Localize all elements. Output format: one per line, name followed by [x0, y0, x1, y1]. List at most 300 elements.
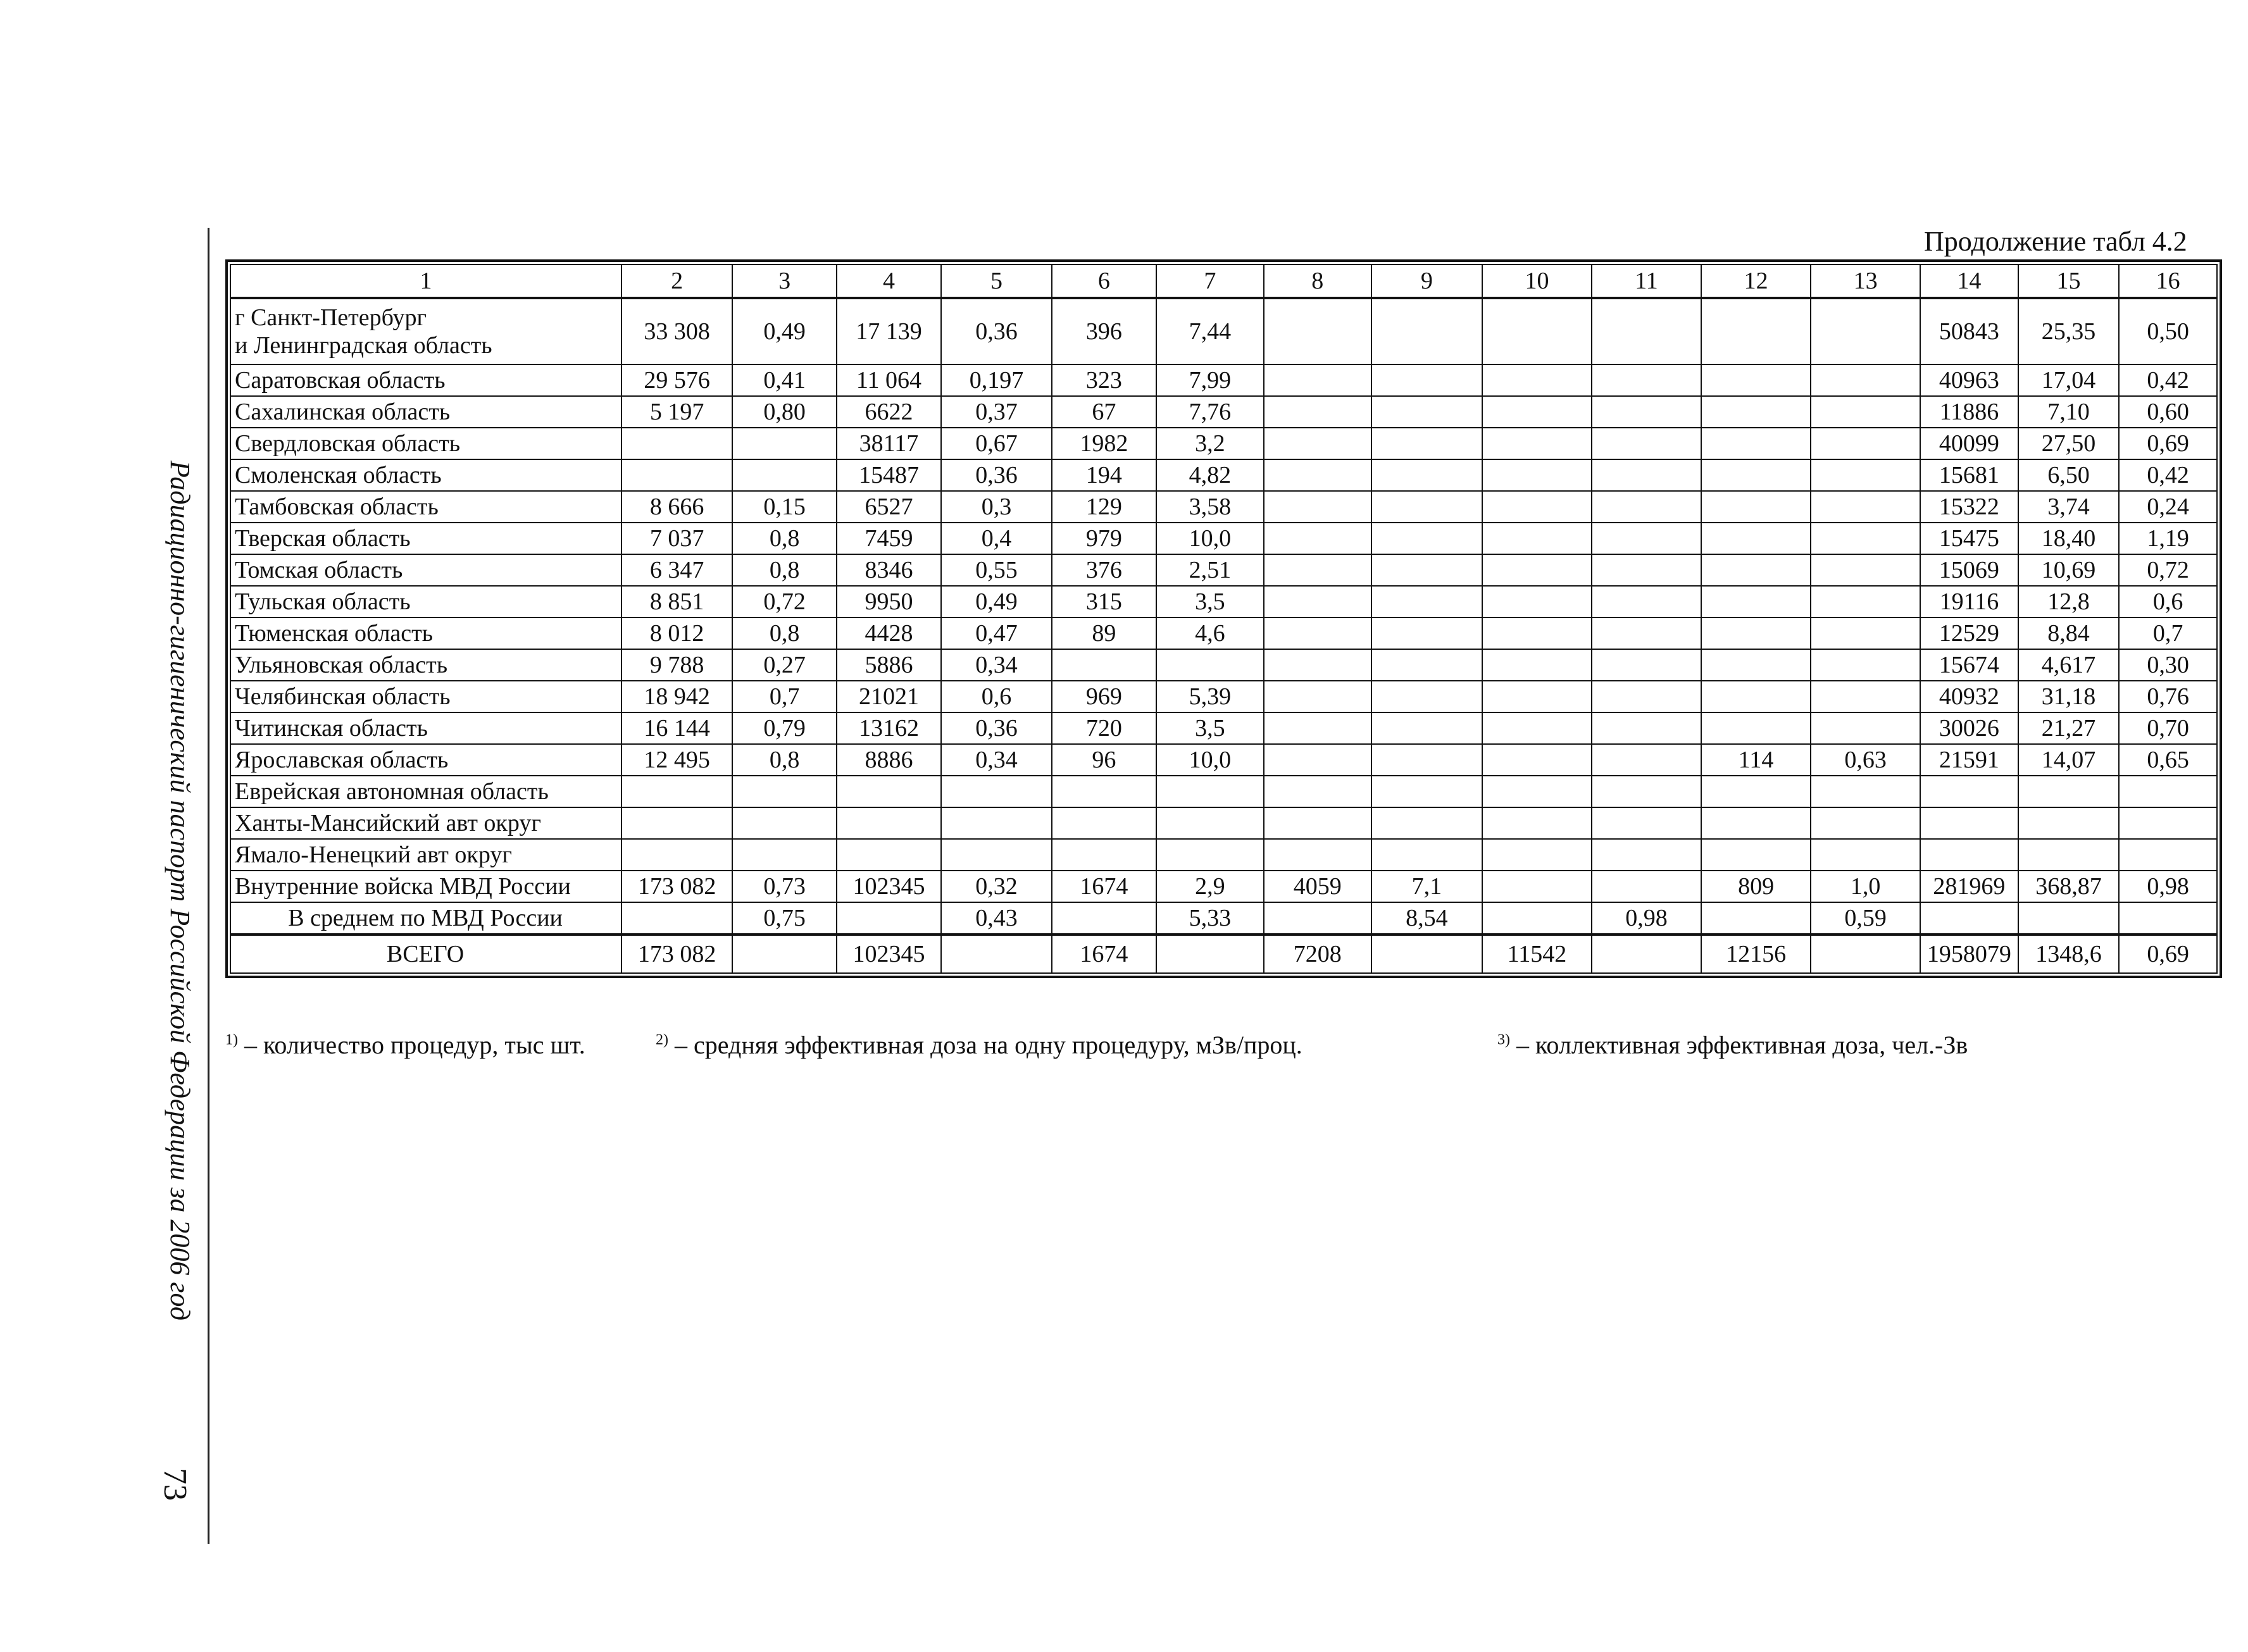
table-cell — [1920, 902, 2018, 935]
table-cell — [1371, 459, 1482, 491]
table-cell: 3,5 — [1156, 712, 1264, 744]
table-cell — [1811, 523, 1920, 554]
table-cell: 173 082 — [621, 871, 732, 902]
table-cell — [1052, 902, 1156, 935]
table-cell: 10,69 — [2018, 554, 2120, 586]
table-cell: 8,84 — [2018, 618, 2120, 649]
table-cell — [1811, 396, 1920, 428]
table-cell — [2119, 807, 2217, 839]
table-cell — [1701, 396, 1811, 428]
table-cell — [941, 807, 1052, 839]
table-cell: 17 139 — [837, 298, 941, 364]
table-cell — [1264, 744, 1371, 776]
table-cell: 0,34 — [941, 649, 1052, 681]
table-cell: 1348,6 — [2018, 935, 2120, 973]
table-cell — [2018, 839, 2120, 871]
region-name — [230, 491, 621, 523]
table-cell — [1811, 807, 1920, 839]
table-cell — [1811, 491, 1920, 523]
region-name-line: Тюменская область — [235, 620, 434, 647]
region-name-line: г Санкт-Петербург — [235, 304, 427, 331]
table-cell: 0,49 — [732, 298, 837, 364]
region-name-line: Тамбовская область — [235, 494, 439, 520]
table-cell: 0,55 — [941, 554, 1052, 586]
table-cell: 281969 — [1920, 871, 2018, 902]
table-cell — [1701, 776, 1811, 807]
table-cell: 10,0 — [1156, 523, 1264, 554]
table-cell — [1592, 428, 1701, 459]
table-row — [230, 554, 2217, 586]
table-cell — [621, 839, 732, 871]
table-cell — [1701, 364, 1811, 396]
region-name-line: и Ленинградская область — [235, 332, 492, 359]
footnote-text: – средняя эффективная доза на одну процедуру, мЗв/проц. — [668, 1031, 1302, 1059]
table-cell: 12,8 — [2018, 586, 2120, 618]
region-name-line: Ульяновская область — [235, 652, 448, 678]
table-cell: 21,27 — [2018, 712, 2120, 744]
table-cell — [1811, 935, 1920, 973]
table-cell: 1982 — [1052, 428, 1156, 459]
region-name — [230, 744, 621, 776]
table-cell — [1482, 618, 1592, 649]
margin-rule — [208, 228, 209, 1544]
table-cell: 7,44 — [1156, 298, 1264, 364]
table-cell: 8346 — [837, 554, 941, 586]
table-row — [230, 459, 2217, 491]
table-cell — [1482, 712, 1592, 744]
table-cell — [2119, 776, 2217, 807]
table-cell: 0,37 — [941, 396, 1052, 428]
table-cell — [941, 776, 1052, 807]
table-row — [230, 744, 2217, 776]
table-cell — [621, 459, 732, 491]
table-cell: 0,32 — [941, 871, 1052, 902]
region-name — [230, 681, 621, 712]
table-cell — [2018, 807, 2120, 839]
table-cell — [1701, 681, 1811, 712]
table-cell — [621, 428, 732, 459]
table-cell — [1592, 681, 1701, 712]
region-name — [230, 523, 621, 554]
footnote-mark: 2) — [656, 1031, 668, 1048]
table-cell — [732, 459, 837, 491]
table-cell: 40932 — [1920, 681, 2018, 712]
table-cell: 3,2 — [1156, 428, 1264, 459]
table-cell — [1920, 839, 2018, 871]
table-cell: 315 — [1052, 586, 1156, 618]
table-cell: 10,0 — [1156, 744, 1264, 776]
table-cell — [1811, 364, 1920, 396]
column-header: 9 — [1371, 264, 1482, 298]
region-name — [230, 586, 621, 618]
table-cell: 0,36 — [941, 712, 1052, 744]
table-cell: 16 144 — [621, 712, 732, 744]
table-cell — [1592, 459, 1701, 491]
table-cell — [1811, 554, 1920, 586]
table-cell: 5,39 — [1156, 681, 1264, 712]
table-cell — [1811, 586, 1920, 618]
table-cell: 0,41 — [732, 364, 837, 396]
table-cell: 7,1 — [1371, 871, 1482, 902]
footnote-text: – коллективная эффективная доза, чел.-Зв — [1510, 1031, 1968, 1059]
table-cell: 0,59 — [1811, 902, 1920, 935]
table-cell — [1701, 298, 1811, 364]
table-row — [230, 618, 2217, 649]
table-cell: 4,82 — [1156, 459, 1264, 491]
table-cell — [1811, 298, 1920, 364]
table-cell — [1811, 712, 1920, 744]
table-cell — [837, 807, 941, 839]
table-cell — [1701, 459, 1811, 491]
table-cell — [1811, 428, 1920, 459]
table-cell: 8886 — [837, 744, 941, 776]
table-frame — [225, 259, 2222, 978]
table-cell: 7208 — [1264, 935, 1371, 973]
table-cell: 0,72 — [2119, 554, 2217, 586]
table-cell — [1701, 649, 1811, 681]
running-title: Радиационно-гигиенический паспорт Российской Федерации за 2006 год — [165, 461, 196, 1321]
table-cell: 173 082 — [621, 935, 732, 973]
table-cell — [1371, 523, 1482, 554]
table-cell: 40099 — [1920, 428, 2018, 459]
table-cell — [1264, 902, 1371, 935]
column-header: 15 — [2018, 264, 2120, 298]
table-cell: 9 788 — [621, 649, 732, 681]
table-cell: 15475 — [1920, 523, 2018, 554]
region-name — [230, 298, 621, 364]
table-row — [230, 712, 2217, 744]
table-cell — [1264, 554, 1371, 586]
table-cell — [2018, 902, 2120, 935]
column-header: 16 — [2119, 264, 2217, 298]
page-number: 73 — [157, 1468, 193, 1501]
table-cell: 102345 — [837, 935, 941, 973]
table-cell: 0,73 — [732, 871, 837, 902]
table-cell: 720 — [1052, 712, 1156, 744]
table-cell: 3,5 — [1156, 586, 1264, 618]
table-cell — [1592, 364, 1701, 396]
table-cell: 0,98 — [2119, 871, 2217, 902]
table-cell — [621, 807, 732, 839]
table-cell: 0,72 — [732, 586, 837, 618]
table-cell: 0,63 — [1811, 744, 1920, 776]
table-cell: 15322 — [1920, 491, 2018, 523]
table-cell — [1052, 807, 1156, 839]
table-cell: 368,87 — [2018, 871, 2120, 902]
table-cell — [1592, 396, 1701, 428]
table-cell — [1052, 839, 1156, 871]
table-row — [230, 364, 2217, 396]
table-cell — [2018, 776, 2120, 807]
table-cell: 6,50 — [2018, 459, 2120, 491]
region-name — [230, 807, 621, 839]
table-cell — [1371, 586, 1482, 618]
column-header: 12 — [1701, 264, 1811, 298]
table-cell: 3,74 — [2018, 491, 2120, 523]
column-header: 6 — [1052, 264, 1156, 298]
table-cell: 11 064 — [837, 364, 941, 396]
region-name — [230, 459, 621, 491]
table-cell: 19116 — [1920, 586, 2018, 618]
table-cell: 18,40 — [2018, 523, 2120, 554]
region-name — [230, 839, 621, 871]
table-cell — [1264, 776, 1371, 807]
table-cell: 18 942 — [621, 681, 732, 712]
table-cell: 4,617 — [2018, 649, 2120, 681]
table-cell — [1482, 649, 1592, 681]
table-cell — [1371, 744, 1482, 776]
column-header: 7 — [1156, 264, 1264, 298]
table-cell — [1592, 649, 1701, 681]
table-cell — [1264, 364, 1371, 396]
region-name — [230, 396, 621, 428]
table-cell — [1156, 935, 1264, 973]
table-cell: 0,8 — [732, 523, 837, 554]
column-header: 5 — [941, 264, 1052, 298]
table-cell: 31,18 — [2018, 681, 2120, 712]
table-cell: 0,49 — [941, 586, 1052, 618]
table-cell: 0,42 — [2119, 364, 2217, 396]
table-row — [230, 776, 2217, 807]
table-cell — [621, 902, 732, 935]
table-cell: 13162 — [837, 712, 941, 744]
footnote-mark: 3) — [1497, 1031, 1510, 1048]
table-cell: 2,51 — [1156, 554, 1264, 586]
table-cell — [1592, 776, 1701, 807]
table-cell — [1592, 554, 1701, 586]
table-cell — [1592, 298, 1701, 364]
table-cell — [2119, 902, 2217, 935]
table-cell: 30026 — [1920, 712, 2018, 744]
table-cell: 5 197 — [621, 396, 732, 428]
table-cell: 0,7 — [2119, 618, 2217, 649]
table-cell: 0,67 — [941, 428, 1052, 459]
table-cell — [1264, 681, 1371, 712]
table-cell — [837, 776, 941, 807]
table-cell: 96 — [1052, 744, 1156, 776]
footnote-mark: 1) — [225, 1031, 238, 1048]
table-cell — [1052, 776, 1156, 807]
table-cell: 0,8 — [732, 618, 837, 649]
table-cell: 1958079 — [1920, 935, 2018, 973]
table-row — [230, 586, 2217, 618]
table-cell — [1482, 776, 1592, 807]
table-cell — [1371, 681, 1482, 712]
region-name — [230, 776, 621, 807]
table-cell — [1482, 523, 1592, 554]
region-name-line: Сахалинская область — [235, 399, 451, 425]
table-cell: 0,197 — [941, 364, 1052, 396]
table-cell: 1674 — [1052, 935, 1156, 973]
table-cell — [1592, 712, 1701, 744]
table-cell — [1592, 744, 1701, 776]
table-cell — [1156, 649, 1264, 681]
region-name — [230, 649, 621, 681]
region-name — [230, 428, 621, 459]
table-cell: 979 — [1052, 523, 1156, 554]
table-cell: 0,36 — [941, 298, 1052, 364]
table-row — [230, 681, 2217, 712]
table-cell: 0,79 — [732, 712, 837, 744]
table-body — [230, 264, 2217, 973]
table-cell — [1264, 491, 1371, 523]
table-cell — [1264, 396, 1371, 428]
table-cell — [1371, 396, 1482, 428]
table-cell: 194 — [1052, 459, 1156, 491]
table-cell — [1371, 649, 1482, 681]
table-cell: 9950 — [837, 586, 941, 618]
table-cell — [1371, 712, 1482, 744]
table-cell — [1264, 649, 1371, 681]
table-cell — [1701, 554, 1811, 586]
table-cell — [1592, 839, 1701, 871]
table-cell: 21591 — [1920, 744, 2018, 776]
table-cell — [1371, 364, 1482, 396]
table-row — [230, 396, 2217, 428]
region-name — [230, 618, 621, 649]
table-cell: 11886 — [1920, 396, 2018, 428]
table-cell — [1701, 428, 1811, 459]
table-cell: 0,98 — [1592, 902, 1701, 935]
table-cell — [1156, 776, 1264, 807]
region-name-line: Тульская область — [235, 588, 411, 615]
table-cell: 1674 — [1052, 871, 1156, 902]
table-cell: 50843 — [1920, 298, 2018, 364]
table-cell — [1264, 459, 1371, 491]
region-name-line: Смоленская область — [235, 462, 442, 488]
region-name-line: Челябинская область — [235, 683, 451, 710]
table-cell — [1482, 298, 1592, 364]
table-cell: 129 — [1052, 491, 1156, 523]
region-name-line: Тверская область — [235, 525, 411, 552]
table-cell — [1701, 712, 1811, 744]
table-cell: 0,60 — [2119, 396, 2217, 428]
table-cell — [1811, 681, 1920, 712]
footnote-1 — [225, 1030, 585, 1060]
table-cell — [732, 935, 837, 973]
region-name — [230, 712, 621, 744]
table-cell: 6622 — [837, 396, 941, 428]
table-cell: 0,42 — [2119, 459, 2217, 491]
table-cell: 114 — [1701, 744, 1811, 776]
table-cell — [1482, 364, 1592, 396]
column-header: 1 — [230, 264, 621, 298]
table-row — [230, 298, 2217, 364]
table-cell: 0,69 — [2119, 428, 2217, 459]
table-cell: 7459 — [837, 523, 941, 554]
total-row — [230, 935, 2217, 973]
table-cell — [732, 428, 837, 459]
table-cell: 6527 — [837, 491, 941, 523]
table-cell: 12156 — [1701, 935, 1811, 973]
table-cell: 396 — [1052, 298, 1156, 364]
table-cell: 0,15 — [732, 491, 837, 523]
table-cell — [1371, 554, 1482, 586]
table-cell — [1482, 459, 1592, 491]
table-cell — [1482, 396, 1592, 428]
column-header: 14 — [1920, 264, 2018, 298]
table-cell: 15681 — [1920, 459, 2018, 491]
table-row — [230, 871, 2217, 902]
table-cell: 376 — [1052, 554, 1156, 586]
table-cell — [837, 902, 941, 935]
table-cell: 33 308 — [621, 298, 732, 364]
column-header: 10 — [1482, 264, 1592, 298]
table-cell: 38117 — [837, 428, 941, 459]
table-cell: 0,6 — [941, 681, 1052, 712]
table-cell — [1701, 839, 1811, 871]
region-name — [230, 902, 621, 935]
table-cell: 7,10 — [2018, 396, 2120, 428]
region-name — [230, 554, 621, 586]
table-cell: 14,07 — [2018, 744, 2120, 776]
table-cell — [1592, 935, 1701, 973]
table-cell: 0,3 — [941, 491, 1052, 523]
table-cell — [1482, 902, 1592, 935]
table-cell — [1264, 618, 1371, 649]
table-cell — [1592, 523, 1701, 554]
footnote-3 — [1497, 1030, 1968, 1060]
table-cell — [1811, 618, 1920, 649]
table-cell — [1264, 298, 1371, 364]
table-cell — [1701, 618, 1811, 649]
region-name — [230, 935, 621, 973]
table-cell: 1,0 — [1811, 871, 1920, 902]
table-cell — [1592, 491, 1701, 523]
region-name-line: Свердловская область — [235, 430, 461, 457]
table-cell: 0,80 — [732, 396, 837, 428]
table-cell: 4059 — [1264, 871, 1371, 902]
column-header: 3 — [732, 264, 837, 298]
table-cell: 17,04 — [2018, 364, 2120, 396]
table-cell: 67 — [1052, 396, 1156, 428]
table-cell: 0,8 — [732, 554, 837, 586]
table-cell — [1482, 554, 1592, 586]
table-cell — [732, 776, 837, 807]
table-row — [230, 523, 2217, 554]
table-cell — [1264, 807, 1371, 839]
region-name-line: Читинская область — [235, 715, 428, 742]
average-row — [230, 902, 2217, 935]
table-cell — [1482, 807, 1592, 839]
table-cell: 8,54 — [1371, 902, 1482, 935]
data-table — [230, 264, 2218, 974]
table-cell — [1811, 776, 1920, 807]
region-name-line: Саратовская область — [235, 367, 446, 394]
table-cell: 8 666 — [621, 491, 732, 523]
table-cell: 5,33 — [1156, 902, 1264, 935]
region-name-line: Томская область — [235, 557, 403, 583]
table-cell — [1371, 776, 1482, 807]
table-cell: 89 — [1052, 618, 1156, 649]
header-row — [230, 264, 2217, 298]
table-cell — [1592, 807, 1701, 839]
table-cell: 1,19 — [2119, 523, 2217, 554]
table-row — [230, 491, 2217, 523]
table-cell: 40963 — [1920, 364, 2018, 396]
table-cell: 12529 — [1920, 618, 2018, 649]
footnote-2 — [656, 1030, 1302, 1060]
table-cell: 809 — [1701, 871, 1811, 902]
table-cell — [1371, 298, 1482, 364]
table-cell: 0,27 — [732, 649, 837, 681]
table-cell — [1701, 491, 1811, 523]
table-cell: 0,4 — [941, 523, 1052, 554]
table-cell: 8 851 — [621, 586, 732, 618]
table-cell: 7 037 — [621, 523, 732, 554]
table-cell — [1264, 839, 1371, 871]
table-cell: 0,8 — [732, 744, 837, 776]
